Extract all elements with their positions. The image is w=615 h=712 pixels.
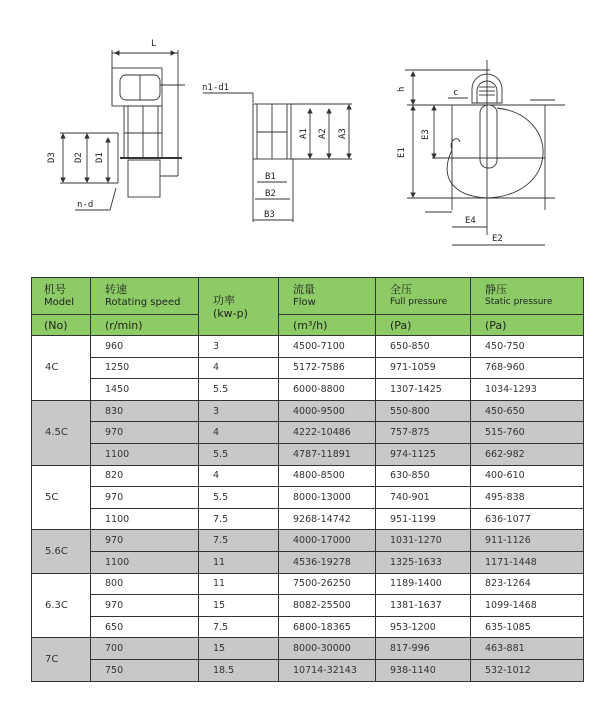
label-n-d: n-d — [77, 200, 94, 210]
static-pressure-cell: 515-760 — [471, 422, 584, 444]
label-A2: A2 — [318, 128, 328, 139]
header-flow: 流量 Flow — [279, 278, 376, 315]
fan-specifications-table — [31, 277, 584, 682]
label-D2: D2 — [74, 152, 84, 163]
full-pressure-cell: 817-996 — [376, 638, 471, 660]
full-pressure-cell: 740-901 — [376, 487, 471, 509]
static-pressure-cell: 911-1126 — [471, 530, 584, 552]
table-row — [32, 443, 584, 465]
full-pressure-cell: 757-875 — [376, 422, 471, 444]
power-cell: 7.5 — [199, 508, 279, 530]
power-cell: 5.5 — [199, 443, 279, 465]
model-cell: 4.5C — [32, 400, 91, 465]
static-pressure-cell: 1034-1293 — [471, 379, 584, 401]
header-model: 机号 Model — [32, 278, 91, 315]
speed-cell: 700 — [91, 638, 199, 660]
flow-cell: 8000-13000 — [279, 487, 376, 509]
power-cell: 18.5 — [199, 659, 279, 681]
speed-cell: 830 — [91, 400, 199, 422]
table-row — [32, 638, 584, 660]
speed-cell: 970 — [91, 595, 199, 617]
power-cell: 4 — [199, 357, 279, 379]
label-D3: D3 — [47, 152, 57, 163]
static-pressure-cell: 532-1012 — [471, 659, 584, 681]
full-pressure-cell: 938-1140 — [376, 659, 471, 681]
speed-cell: 1100 — [91, 443, 199, 465]
label-D1: D1 — [95, 152, 105, 163]
unit-model: (No) — [32, 315, 91, 336]
label-A3: A3 — [338, 128, 348, 139]
full-pressure-cell: 971-1059 — [376, 357, 471, 379]
power-cell: 4 — [199, 465, 279, 487]
unit-flow: (m³/h) — [279, 315, 376, 336]
full-pressure-cell: 1307-1425 — [376, 379, 471, 401]
table-row — [32, 357, 584, 379]
speed-cell: 1250 — [91, 357, 199, 379]
model-cell: 4C — [32, 336, 91, 401]
speed-cell: 750 — [91, 659, 199, 681]
unit-speed: (r/min) — [91, 315, 199, 336]
static-pressure-cell: 823-1264 — [471, 573, 584, 595]
table-row — [32, 508, 584, 530]
speed-cell: 970 — [91, 487, 199, 509]
flow-cell: 10714-32143 — [279, 659, 376, 681]
speed-cell: 650 — [91, 616, 199, 638]
label-B3: B3 — [264, 210, 275, 220]
full-pressure-cell: 550-800 — [376, 400, 471, 422]
table-row — [32, 573, 584, 595]
table-row — [32, 530, 584, 552]
static-pressure-cell: 635-1085 — [471, 616, 584, 638]
unit-static-pressure: (Pa) — [471, 315, 584, 336]
full-pressure-cell: 1189-1400 — [376, 573, 471, 595]
table-row — [32, 465, 584, 487]
static-pressure-cell: 463-881 — [471, 638, 584, 660]
full-pressure-cell: 1325-1633 — [376, 551, 471, 573]
flow-cell: 6800-18365 — [279, 616, 376, 638]
model-cell: 5C — [32, 465, 91, 530]
side-view-drawing — [47, 39, 185, 210]
speed-cell: 1450 — [91, 379, 199, 401]
static-pressure-cell: 662-982 — [471, 443, 584, 465]
full-pressure-cell: 630-850 — [376, 465, 471, 487]
model-cell: 7C — [32, 638, 91, 681]
label-E3: E3 — [421, 129, 431, 140]
power-cell: 7.5 — [199, 616, 279, 638]
power-cell: 3 — [199, 336, 279, 358]
table-row — [32, 595, 584, 617]
label-E4: E4 — [465, 216, 476, 226]
speed-cell: 1100 — [91, 508, 199, 530]
table-row — [32, 551, 584, 573]
full-pressure-cell: 650-850 — [376, 336, 471, 358]
label-n1-d1: n1-d1 — [202, 83, 230, 93]
flow-cell: 4800-8500 — [279, 465, 376, 487]
table-row — [32, 400, 584, 422]
header-power: 功率 (kw-p) — [199, 278, 279, 336]
technical-drawings — [0, 0, 615, 265]
full-pressure-cell: 1031-1270 — [376, 530, 471, 552]
header-static-pressure: 静压 Static pressure — [471, 278, 584, 315]
flow-cell: 7500-26250 — [279, 573, 376, 595]
label-h: h — [397, 86, 407, 92]
static-pressure-cell: 636-1077 — [471, 508, 584, 530]
header-speed: 转速 Rotating speed — [91, 278, 199, 315]
full-pressure-cell: 1381-1637 — [376, 595, 471, 617]
speed-cell: 970 — [91, 530, 199, 552]
table-row — [32, 659, 584, 681]
table-row — [32, 616, 584, 638]
static-pressure-cell: 768-960 — [471, 357, 584, 379]
full-pressure-cell: 951-1199 — [376, 508, 471, 530]
model-cell: 6.3C — [32, 573, 91, 638]
model-cell: 5.6C — [32, 530, 91, 573]
flow-cell: 4500-7100 — [279, 336, 376, 358]
label-B1: B1 — [265, 172, 276, 182]
label-B2: B2 — [265, 189, 276, 199]
flow-cell: 4536-19278 — [279, 551, 376, 573]
static-pressure-cell: 400-610 — [471, 465, 584, 487]
speed-cell: 1100 — [91, 551, 199, 573]
flow-cell: 8000-30000 — [279, 638, 376, 660]
power-cell: 5.5 — [199, 487, 279, 509]
flow-cell: 5172-7586 — [279, 357, 376, 379]
header-row — [32, 278, 584, 315]
power-cell: 4 — [199, 422, 279, 444]
power-cell: 11 — [199, 573, 279, 595]
unit-full-pressure: (Pa) — [376, 315, 471, 336]
flange-view-drawing — [202, 83, 352, 222]
flow-cell: 4000-9500 — [279, 400, 376, 422]
power-cell: 11 — [199, 551, 279, 573]
flow-cell: 8082-25500 — [279, 595, 376, 617]
full-pressure-cell: 953-1200 — [376, 616, 471, 638]
power-cell: 3 — [199, 400, 279, 422]
speed-cell: 970 — [91, 422, 199, 444]
table-row — [32, 379, 584, 401]
label-E2: E2 — [492, 234, 503, 244]
header-unit-row — [32, 315, 584, 336]
flow-cell: 4000-17000 — [279, 530, 376, 552]
label-A1: A1 — [299, 128, 309, 139]
table-body — [32, 336, 584, 682]
flow-cell: 9268-14742 — [279, 508, 376, 530]
label-c: c — [453, 88, 459, 98]
power-cell: 15 — [199, 638, 279, 660]
static-pressure-cell: 450-750 — [471, 336, 584, 358]
flow-cell: 4787-11891 — [279, 443, 376, 465]
speed-cell: 820 — [91, 465, 199, 487]
static-pressure-cell: 1099-1468 — [471, 595, 584, 617]
speed-cell: 960 — [91, 336, 199, 358]
static-pressure-cell: 495-838 — [471, 487, 584, 509]
flow-cell: 4222-10486 — [279, 422, 376, 444]
speed-cell: 800 — [91, 573, 199, 595]
table-row — [32, 422, 584, 444]
table-row — [32, 487, 584, 509]
full-pressure-cell: 974-1125 — [376, 443, 471, 465]
power-cell: 7.5 — [199, 530, 279, 552]
front-view-drawing — [397, 60, 565, 245]
flow-cell: 6000-8800 — [279, 379, 376, 401]
power-cell: 5.5 — [199, 379, 279, 401]
label-L: L — [151, 39, 157, 49]
static-pressure-cell: 450-650 — [471, 400, 584, 422]
power-cell: 15 — [199, 595, 279, 617]
static-pressure-cell: 1171-1448 — [471, 551, 584, 573]
header-full-pressure: 全压 Full pressure — [376, 278, 471, 315]
label-E1: E1 — [397, 147, 407, 158]
table-row — [32, 336, 584, 358]
